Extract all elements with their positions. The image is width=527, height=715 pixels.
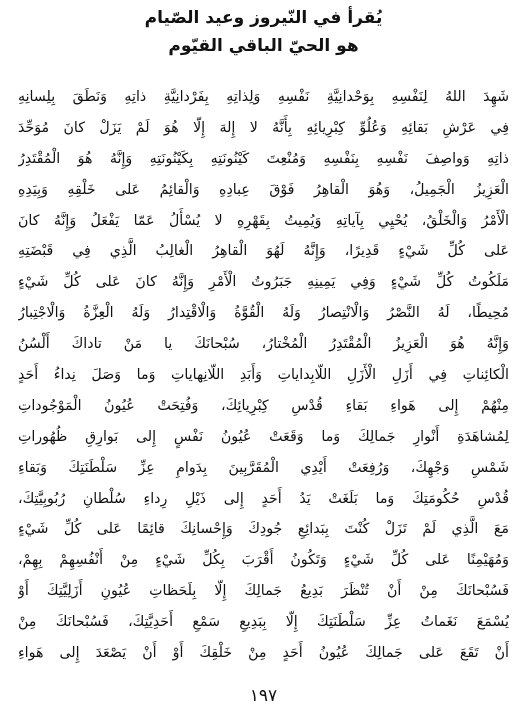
header-invocation: هو الحيّ الباقي القيّوم bbox=[168, 36, 359, 56]
text-line: مِنْهُمْ إِلى هَواءِ بَقاءِ قُدْسِ كِبْرِيائِكَ، وَفُتِحَتْ عُيُونُ الْمَوْجُوداتِ bbox=[18, 397, 509, 414]
text-line: لِمُشاهَدَةِ أَنْوارِ جَمالِكَ وَما وَقَعَتْ عُيُونُ نَفْسٍ إِلى بَوارِقِ ظُهُوراتِ bbox=[18, 428, 509, 445]
text-line: الْعَزِيزُ الْجَمِيلُ، وَهُوَ الْقاهِرُ فَوْقَ عِبادِهِ وَالْقائِمُ عَلى خَلْقِهِ وَبِيَدِهِ bbox=[18, 181, 509, 198]
text-line: شَمْسِ وَجْهِكَ، وَرُفِعَتْ أَيْدِي الْمُقَرَّبِينَ بِدَوامِ عِزِّ سَلْطَنَتِكَ وَبَقاءِ bbox=[18, 459, 509, 476]
page-number: ١٩٧ bbox=[249, 686, 278, 706]
text-line: الْكائِناتِ فِي أَزَلِ الْأَزَلِ اللّابِداياتِ وَأَبَدِ اللّانِهاياتِ وَما وَصَلَ نِداءُ أَحَدٍ bbox=[18, 367, 509, 384]
text-line: يُسْمَعَ نَغَماتُ عِزِّ سَلْطَنَتِكَ إِلّا بِبَدِيعِ سَمْعِ أَحَدِيَّتِكَ، فَسُبْحانَكَ مِنْ bbox=[18, 614, 509, 631]
text-line: مَلَكُوتُ كُلِّ شَيْءٍ وَفِي يَمِينِهِ جَبَرُوتُ الْأَمْرِ وَإِنَّهُ كانَ عَلى كُلِّ شَيْءٍ bbox=[18, 274, 509, 291]
prayer-body bbox=[18, 82, 509, 669]
text-line: وَإِنَّهُ هُوَ الْعَزِيزُ الْمُقْتَدِرُ الْمُخْتارُ، سُبْحانَكَ يا مَنْ تاداكَ أَلْسُنُ bbox=[18, 336, 509, 353]
text-line: وَمُهَيْمِنًا عَلى كُلِّ شَيْءٍ وَتَكُونُ أَقْرَبَ بِكُلِّ شَيْءٍ مِنْ أَنْفُسِهِمْ بِهِمْ، bbox=[18, 552, 509, 569]
text-line: مَعَ الَّذِي لَمْ تَزَلْ كُنْتَ بِبَدائِعِ جُودِكَ وَإِحْسانِكَ قائِمًا عَلى كُلِّ شَيْءٍ bbox=[18, 521, 509, 538]
text-line: مُحِيطًا، لَهُ النَّصْرُ وَالْانْتِصارُ وَلَهُ الْقُوَّةُ وَالْاقْتِدارُ وَلَهُ الْعِزَّةُ وَالْاجْتِبارُ bbox=[18, 305, 509, 322]
text-line: ذاتِهِ وَواصِفَ نَفْسِهِ بِنَفْسِهِ وَمُنْعِتَ كَيْنُونَتِهِ بِكَيْنُونَتِهِ وَإِنَّهُ هُوَ الْمُقْتَدِرُ bbox=[18, 150, 509, 167]
prayer-header bbox=[0, 4, 527, 60]
text-line: الْأَمْرُ وَالْخَلْقُ، يُحْيِي بِآياتِهِ وَيُمِيتُ بِقَهْرِهِ لا يُسْأَلُ عَمّا يَفْعَلُ وَإِنَّهُ كانَ bbox=[18, 212, 509, 229]
text-line: قُدْسِ حُكُومَتِكَ وَما بَلَغَتْ يَدُ أَحَدٍ إِلى ذَيْلِ رِداءِ سُلْطانِ رُبُوبِيَّتِكَ، bbox=[18, 490, 509, 507]
text-line: فِي عَرْشِ بَقائِهِ وَعُلُوِّ كِبْرِيائِهِ بِأَنَّهُ لا إِلهَ إِلّا هُوَ لَمْ يَزَلْ كانَ مُوَحِّدَ bbox=[18, 119, 509, 136]
text-line: شَهِدَ اللهُ لِنَفْسِهِ بِوَحْدانِيَّةِ نَفْسِهِ وَلِذاتِهِ بِفَرْدانِيَّةِ ذاتِهِ وَنَطَقَ بِلِسانِهِ bbox=[18, 89, 509, 105]
text-line: عَلى كُلِّ شَيْءٍ قَدِيرًا، وَإِنَّهُ لَهُوَ الْقاهِرُ الْغالِبُ الَّذِي فِي قَبْضَتِهِ bbox=[18, 243, 509, 260]
text-line: فَسُبْحانَكَ مِنْ أَنْ تُنْظَرَ بَدِيعُ جَمالِكَ إِلّا بِلَحَظاتِ عُيُونِ أَزَلِيَّتِكَ أَوْ bbox=[18, 583, 509, 600]
header-title: يُقرأ في النّيروز وعيد الصّيام bbox=[144, 8, 383, 28]
text-line: أَنْ تَقَعَ عَلى جَمالِكَ عُيُونُ أَحَدٍ مِنْ خَلْقِكَ أَوْ أَنْ يَصْعَدَ إِلى هَواءِ bbox=[18, 645, 509, 662]
